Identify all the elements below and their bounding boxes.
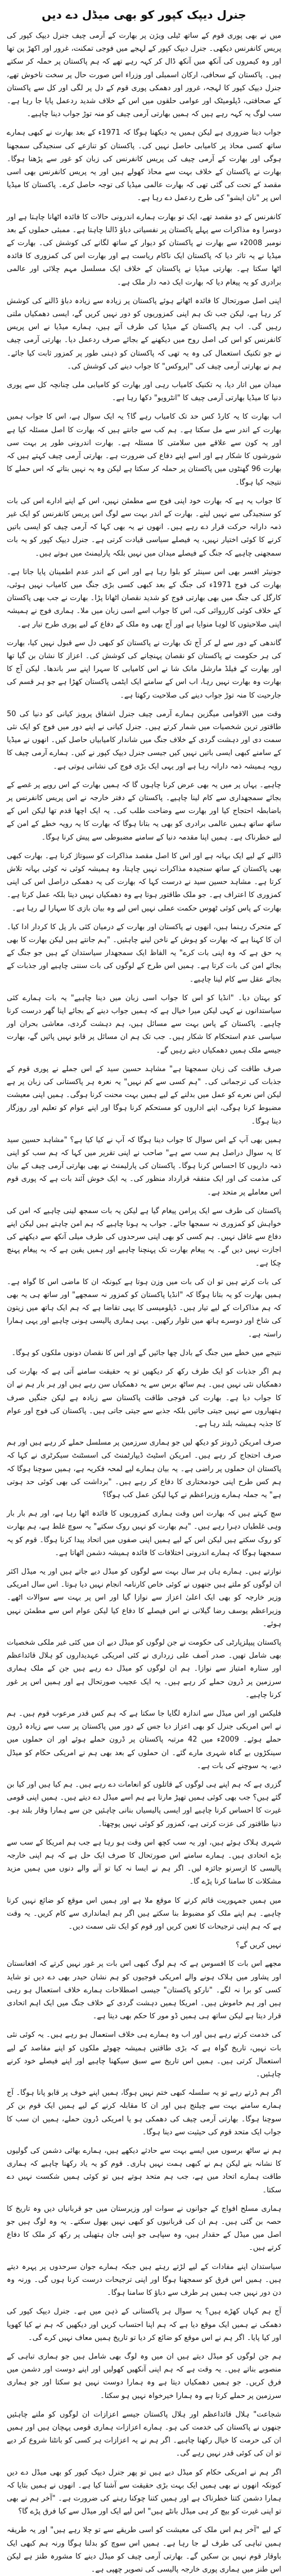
article-paragraph: جونیئر افسر بھی اس سینئر کو بلوا رہا ہے اور اس کے اندر عدم اطمینان پایا جاتا ہے۔ بھارت کی فوج 1971ء کی جنگ کے بعد کبھی کسی بڑی جنگ میں کامیاب نہیں ہوئی، کارگل کی جنگ میں بھی بھارتی فوج کو شدید نقصان اٹھانا پڑا۔ بھارت نے جب بھی پاکستان کے خلاف کوئی کارروائی کی، اس کا جواب اسے اسی زبان میں ملا۔ ہماری فوج نے ہمیشہ اپنی صلاحیتوں کا لوہا منوایا ہے اور آج بھی وہ ملک کے دفاع کے لیے پوری طرح تیار ہے۔ [7,567,281,629]
article-paragraph: کی بات کرتے ہیں تو ان کی بات میں وزن ہوتا ہے کیونکہ ان کا ماضی اس کا گواہ ہے۔ ہمیں بھارت کو یہ بتانا ہوگا کہ "انڈیا پاکستان کو کمزور نہ سمجھے" اور ساتھ ہی یہ بھی کہ ہم مذاکرات کے لیے تیار ہیں۔ ڈپلومیسی کا یہی تقاضا ہے کہ ہم ایک ہاتھ میں زیتون کی شاخ اور دوسرے ہاتھ میں تلوار رکھیں۔ یہی ہماری پالیسی ہونی چاہیے اور یہی ہمارا راستہ ہے۔ [7,1277,281,1339]
article-paragraph: کے متحرک رہنما ہیں، انھوں نے پاکستان اور بھارت کے درمیان کئی بار پل کا کردار ادا کیا۔ ان کا کہنا ہے کہ بھارت کو ہوش کے ناخن لینے چاہئیں۔ "ہم جانتے ہیں لیکن بھارت کا بھی یہ حق ہے کہ وہ اپنی بات کرے" یہ الفاظ ایک سمجھدار سیاستدان کے ہیں جو جنگ کے بجائے امن کی بات کرتا ہے۔ ہمیں اس طرح کے لوگوں کی بات سننی چاہیے اور جذبات کے بجائے عقل سے کام لینا چاہیے۔ [7,922,281,984]
article-paragraph: چاہیے۔ یہاں پر میں یہ بھی عرض کرنا چاہوں گا کہ ہمیں بھارت کے اس رویے پر غصے کے بجائے سمجھداری سے کام لینا چاہیے۔ پاکستان کے دفتر خارجہ نے اس پریس کانفرنس پر باضابطہ احتجاج کیا اور بھارت سے وضاحت طلب کی۔ یہ ایک اچھا قدم تھا لیکن اس کے ساتھ ساتھ ہمیں عالمی برادری کو بھی یہ بتانا ہوگا کہ بھارت کا یہ رویہ خطے کے امن کے لیے خطرناک ہے۔ ہمیں اپنا مقدمہ دنیا کے سامنے مضبوطی سے پیش کرنا ہوگا۔ [7,780,281,842]
article-paragraph: ہمیں بھی آپ کے اس سوال کا جواب دینا ہوگا کہ آپ نے کیا کیا ہے؟ "مشاہد حسین سید کا یہ سوال دراصل ہم سب سے ہے" صاحب نے اپنی تقریر میں کہا کہ ہم سب کو اپنی ذمہ داریوں کا احساس کرنا ہوگا۔ پاکستان کی پارلیمنٹ نے بھی بھارتی آرمی چیف کے بیان کی مذمت کی اور ایک متفقہ قرارداد منظور کی۔ یہ ایک خوش آئند بات ہے کہ پوری قوم اس معاملے پر متحد ہے۔ [7,1135,281,1197]
article-paragraph: میں نے بھی پوری قوم کے ساتھ ٹیلی ویژن پر بھارت کے آرمی چیف جنرل دیپک کپور کی پریس کانفرنس دیکھی۔ جنرل دیپک کپور کے لہجے میں فوجی تمکنت، غرور اور اکھڑ پن تھا اور وہ کیمروں کی آنکھ میں آنکھ ڈال کر کہہ رہے تھے کہ ہم پاکستان پر حملہ کر سکتے ہیں۔ پاکستان کے سحافی، ارکان اسمبلی اور وزراء اس صورت حال پر سخت ناخوش تھے، جنرل دیپک کپور کا لہجہ، غرور اور دھمکی پوری قوم کے دل پر لگی اور کل سے پاکستان کے صحافتی، ڈپلومیٹک اور عوامی حلقوں میں اس کے خلاف شدید ردعمل پایا جا رہا ہے۔ سب لوگ یہ کہہ رہے ہیں کہ ہمیں بھارتی آرمی چیف کو منہ توڑ جواب دینا چاہیے۔ [7,32,281,119]
article-paragraph: سیاستدان اپنے مفادات کے لیے لڑتے رہتے ہیں جبکہ ہمارے جوان سرحدوں پر پہرہ دیتے ہیں۔ ہمیں اس فرق کو سمجھنا ہوگا اور اپنی ترجیحات درست کرنا ہوں گی۔ ورنہ وہ دن دور نہیں جب ہمیں ہر طرف سے دباؤ کا سامنا ہوگا۔ [7,2262,281,2298]
article-paragraph: شجاعت" ہلال قائداعظم اور ہلال پاکستان جیسے اعزازات ان لوگوں کو ملنے چاہئیں جنھوں نے پاکستان کی خدمت کی ہو۔ ہمارے اعزازات ہماری قومی پہچان ہیں اور ہمیں ان کی حرمت کا خیال رکھنا چاہیے۔ اگر ہم نے یہ اعزازات ہر کسی کو بانٹنا شروع کر دیے تو ان کی کوئی قدر نہیں رہے گی۔ [7,2410,281,2458]
article-body [7,29,281,2576]
article-paragraph: پاکستان پیپلزپارٹی کی حکومت نے جن لوگوں کو میڈل دیے ان میں کئی غیر ملکی شخصیات بھی شامل تھیں۔ صدر آصف علی زرداری نے کئی امریکی عہدیداروں کو ہلال قائداعظم اور ستارہ امتیاز سے نوازا۔ ہم ان لوگوں کو میڈل دے رہے ہیں جن کے ملک ہماری سرزمین پر ڈرون حملے کر رہے ہیں۔ یہ ایک عجیب صورتحال ہے اور ہمیں اس پر غور کرنا چاہیے۔ [7,1638,281,1699]
article-title: جنرل دیپک کپور کو بھی میڈل دے دیں [42,8,246,21]
article-paragraph: کو بہتان دیا۔ "انڈیا کو اس کا جواب اسی زبان میں دینا چاہیے" یہ بات ہمارے کئی سیاستدانوں نے کہی لیکن میرا خیال ہے کہ ہمیں جواب دینے کے بجائے اپنا گھر درست کرنا چاہیے۔ پاکستان کے پاس بہت سے مسائل ہیں، ہم دہشت گردی، معاشی بحران اور سیاسی عدم استحکام کا شکار ہیں۔ جب تک ہم ان مسائل پر قابو نہیں پائیں گے، بھارت جیسے ملک ہمیں دھمکیاں دیتے رہیں گے۔ [7,993,281,1055]
article-paragraph: کی خدمت کرتے رہے ہیں اور اب وہ ہمارے ہی خلاف استعمال ہو رہے ہیں۔ یہ کوئی نئی بات نہیں، تاریخ گواہ ہے کہ بڑی طاقتیں ہمیشہ چھوٹے ملکوں کو اپنے مقاصد کے لیے استعمال کرتی ہیں۔ ہمیں اس تاریخ سے سبق سیکھنا چاہیے اور اپنے فیصلے خود کرنے چاہئیں۔ [7,2031,281,2079]
article-paragraph: اپنی اصل صورتحال کا فائدہ اٹھاتے ہوئے پاکستان پر زیادہ سے زیادہ دباؤ ڈالنے کی کوشش کر رہا ہے، لیکن جب تک ہم اپنی کمزوریوں کو دور نہیں کریں گے، ایسی دھمکیاں ملتی رہیں گی۔ اب ہم پاکستان کے میڈیا کی طرف آتے ہیں، ہمارے میڈیا نے اس پریس کانفرنس کو اس کی اصل روح میں دیکھنے کے بجائے صرف ردعمل دیا۔ بھارتی آرمی چیف نے جو تکنیک استعمال کی وہ یہ تھی کہ پاکستان کو ذہنی طور پر کمزور ثابت کیا جائے۔ ہم نے بھارتی آرمی چیف کی "اپروکس" کا جواب دینے کی کوشش کی۔ [7,296,281,371]
article-paragraph: اب بھارت کا یہ کارڈ کس حد تک کامیاب رہے گا؟ یہ ایک سوال ہے، اس کا جواب ہمیں بھارت کے اندر سے مل سکتا ہے۔ ہم کب سے جانتے ہیں کہ بھارت کا اصل مسئلہ کیا ہے اور یہ کون سے علاقے میں سلامتی کا مسئلہ ہے۔ بھارت اندرونی طور پر بہت سی شورشوں کا شکار ہے اور اسے اپنے دفاع کی ضرورت ہے۔ بھارتی آرمی چیف کہتے ہیں کہ بھارت 96 گھنٹوں میں پاکستان پر حملہ کر سکتا ہے لیکن وہ یہ نہیں بتاتے کہ اس حملے کا نتیجہ کیا ہوگا۔ [7,412,281,487]
article-paragraph: نوازتے ہیں۔ ہمارے ہاں ہر سال بہت سے لوگوں کو میڈل دیے جاتے ہیں اور یہ میڈل اکثر ان لوگوں کو ملتے ہیں جنھوں نے کوئی خاص کارنامہ انجام نہیں دیا ہوتا۔ اس سال امریکی وزیر خارجہ کو بھی ایک اعلیٰ اعزاز سے نوازا گیا اور اس پر بہت سے سوالات اٹھے۔ وزیراعظم یوسف رضا گیلانی نے اس فیصلے کا دفاع کیا لیکن عوام اس سے مطمئن نہیں ہوئے۔ [7,1567,281,1628]
article-paragraph: اگر ہم نے امریکی حکام کو میڈل دیے ہیں تو پھر جنرل دیپک کپور کو بھی میڈل دے دیں کیونکہ انھوں نے بھی ہمیں ایک بہت بڑی حقیقت سے آشنا کیا ہے۔ انھوں نے ہمیں بتایا کہ ہمارا دشمن کتنا خطرناک ہے اور ہمیں کتنا چوکنا رہنے کی ضرورت ہے۔ "آخر ہم نے بھی تو اپنی غیرت کو بیچ کر ہی میڈل بانٹے ہیں" اس لیے ایک اور میڈل سے کیا فرق پڑے گا؟ [7,2468,281,2516]
article-paragraph: شہری ہلاک ہوئے ہیں، اور یہ سب کچھ اس وقت ہو رہا ہے جب ہم امریکا کے سب سے بڑے اتحادی ہیں۔ ہمارے سامنے اس صورتحال کا صرف ایک حل ہے کہ ہم اپنی خارجہ پالیسی کا ازسرنو جائزہ لیں۔ اگر ہم نے ایسا نہ کیا تو آنے والے دنوں میں ہمیں مزید مشکلات کا سامنا کرنا پڑے گا۔ [7,1838,281,1886]
article-paragraph: گاندھی کے دور سے لے کر آج تک بھارت نے پاکستان کو کبھی دل سے قبول نہیں کیا، بھارت کی ہر حکومت نے پاکستان کو نقصان پہنچانے کی کوشش کی۔ اعزاز کا نشان بن گیا تھا اور بھارت کے فیلڈ مارشل مانک شا نے اس کامیابی کا سہرا اپنے سر باندھا۔ لیکن آج کا بھارت وہ بھارت نہیں رہا، اب اس کے سامنے ایک ایٹمی پاکستان کھڑا ہے جو ہر قسم کی جارحیت کا منہ توڑ جواب دینے کی صلاحیت رکھتا ہے۔ [7,638,281,700]
article-paragraph: کے لیے "آخر ہم اس ملک کی معیشت کو اسی طریقے سے تو چلا رہے ہیں" اور یہ طریقہ ہمیں تباہی کی طرف لے جا رہا ہے۔ ہمیں اس سوچ کو بدلنا ہوگا ورنہ ہم کبھی ایک باوقار قوم نہیں بن سکیں گے۔ بھارتی آرمی چیف کو میڈل دینے کا مشورہ طنز ہے لیکن اس طنز میں ہماری پوری خارجہ پالیسی کی تصویر چھپی ہے۔ [7,2526,281,2574]
article-paragraph: سچ کہتے ہیں کہ بھارت اس وقت ہماری کمزوریوں کا فائدہ اٹھا رہا ہے، اور ہم بار بار وہی غلطیاں دہرا رہے ہیں۔ "ہم بھارت کو نہیں روک سکتے" یہ سوچ غلط ہے، ہم بھارت کو روک سکتے ہیں لیکن اس کے لیے ہمیں اپنی صفوں میں اتحاد پیدا کرنا ہوگا۔ قوم کو یہ سمجھنا ہوگا کہ ہمارے اندرونی اختلافات کا فائدہ ہمیشہ دشمن اٹھاتا ہے۔ [7,1509,281,1557]
article-paragraph: ہماری مسلح افواج کے جوانوں نے سوات اور وزیرستان میں جو قربانیاں دیں وہ تاریخ کا حصہ بن گئی ہیں۔ ہم ان کی قربانیوں کو کبھی نہیں بھول سکتے۔ یہ وہ لوگ ہیں جو اصل میں میڈل کے حقدار ہیں، وہ سپاہی جو اپنی جان ہتھیلی پر رکھ کر ملک کا دفاع کرتے ہیں۔ [7,2204,281,2253]
article-paragraph: ہم جن لوگوں کو میڈل دیتے ہیں ان میں وہ لوگ بھی شامل ہیں جو ہماری تباہی کے منصوبے بناتے ہیں۔ یہ وقت ہے کہ ہم اپنی آنکھیں کھولیں اور اپنے دوست اور دشمن میں فرق کریں۔ جو ہمیں دھمکیاں دیتا ہے وہ ہمارا دوست نہیں ہو سکتا اور جو ہماری سرزمین پر حملے کرتا ہے وہ ہمارا خیرخواہ نہیں ہو سکتا۔ [7,2352,281,2400]
article-paragraph: نہیں کریں گے؟ [236,1941,281,1950]
article-paragraph: مجھے اس بات کا افسوس ہے کہ ہم لوگ کبھی اس بات پر غور نہیں کرتے کہ افغانستان اور پشاور میں ہلاک ہونے والے امریکی فوجیوں کو ہم نشان حیدر بھی دے دیں تو شاید کسی کو برا نہ لگے۔ "نارکو پاکستان" جیسی اصطلاحات ہمارے خلاف استعمال ہو رہی ہیں اور ہم خاموش ہیں۔ امریکا ہمیں دہشت گردی کے خلاف جنگ میں ایک اہم اتحادی قرار دیتا ہے لیکن ساتھ ہی ہمیں ڈو مور کا حکم بھی دیتا ہے۔ [7,1960,281,2021]
article-paragraph: ڈالنے کے لیے ایک بہانہ ہے اور اس کا اصل مقصد مذاکرات کو سبوتاژ کرنا ہے۔ بھارت کبھی بھی پاکستان کے ساتھ سنجیدہ مذاکرات نہیں چاہتا، وہ ہمیشہ کوئی نہ کوئی بہانہ تلاش کرتا ہے۔ مشاہد حسین سید نے درست کہا کہ بھارت کی یہ دھمکی دراصل اس کی اپنی کمزوری کا اعتراف ہے۔ جو ملک طاقتور ہوتا ہے وہ دھمکیاں نہیں دیتا بلکہ عمل کرتا ہے۔ بھارت کے پاس کوئی ٹھوس حکمت عملی نہیں اس لیے وہ بیان بازی کا سہارا لے رہا ہے۔ [7,851,281,913]
article-paragraph: آج ہم کہاں کھڑے ہیں؟ یہ سوال ہر پاکستانی کے ذہن میں ہے۔ جنرل دیپک کپور کی دھمکی نے ہمیں ایک موقع دیا ہے کہ ہم اپنا احتساب کریں اور دیکھیں کہ ہم نے کیا کھویا اور کیا پایا۔ اگر ہم نے اس موقع کو ضائع کر دیا تو تاریخ ہمیں معاف نہیں کرے گی۔ [7,2307,281,2342]
article-paragraph: نتیجے میں خطے میں جنگ کے بادل چھا جائیں گے اور اس کا نقصان دونوں ملکوں کو ہوگا۔ [11,1348,281,1357]
article-paragraph: ہم نے ساٹھ برسوں میں ایسے بہت سے حادثے دیکھے ہیں، ہمارے بھائی دشمن کی گولیوں کا نشانہ بنے لیکن ہم نے کبھی ہمت نہیں ہاری۔ قوم کو یہ یاد رکھنا چاہیے کہ ہماری طاقت ہمارے اتحاد میں ہے، جب ہم متحد ہوتے ہیں تو کوئی ہمیں شکست نہیں دے سکتا۔ [7,2147,281,2195]
article-paragraph: صرف طاقت کی زبان سمجھتا ہے" مشاہد حسین سید کے اس جملے نے پوری قوم کے جذبات کی ترجمانی کی۔ "ہم کسی سے کم نہیں" یہ نعرہ ہر پاکستانی کی زبان پر ہے لیکن اس نعرے کو عمل میں بدلنے کے لیے ہمیں بہت محنت کرنا ہوگی۔ ہمیں اپنی معیشت مضبوط کرنا ہوگی، اپنے اداروں کو مستحکم کرنا ہوگا اور اپنے عوام کو تعلیم اور روزگار دینا ہوگا۔ [7,1064,281,1126]
article-paragraph: صرف امریکن ڈرونز کو دیکھ لیں جو ہماری سرزمین پر مسلسل حملے کر رہے ہیں اور ہم صرف احتجاج کر رہے ہیں۔ امریکن اسٹیٹ ڈیپارٹمنٹ کی اسسٹنٹ سیکرٹری نے کہا کہ پاکستان ان حملوں پر راضی ہے۔ یہ بیان ہمارے لیے لمحہ فکریہ ہے، ہمیں سوچنا ہوگا کہ ہم کس طرح اپنی خودمختاری کا دفاع کر رہے ہیں۔ "برداشت کی بھی کوئی حد ہوتی ہے" یہ جملہ ہمارے وزیراعظم نے کہا لیکن عمل کب ہوگا؟ [7,1438,281,1499]
article-paragraph: کا جواب یہ ہے کہ بھارت خود اپنی فوج سے مطمئن نہیں، اس کے اپنے ادارے اس کی بات کو سنجیدگی سے نہیں لیتے۔ بھارت کے اندر بہت سے لوگ اس پریس کانفرنس کو ایک غیر ذمہ دارانہ حرکت قرار دے رہے ہیں۔ انھوں نے یہ بھی کہا کہ آرمی چیف کو ایسی باتیں کرنے کا کوئی اختیار نہیں، یہ فیصلے سیاسی قیادت کرتی ہے۔ جنرل دیپک کپور کو یہ بات سمجھنی چاہیے کہ جنگ کے فیصلے میدان میں نہیں بلکہ پارلیمنٹ میں ہوتے ہیں۔ [7,496,281,558]
article-paragraph: میں ہمیں جمہوریت قائم کرنے کا موقع ملا ہے اور ہمیں اس موقع کو ضائع نہیں کرنا چاہیے۔ ہم اپنے ملک کو مضبوط بنا سکتے ہیں اگر ہم ایمانداری سے کام کریں۔ یہ وقت ہے کہ ہم اپنی ترجیحات کا تعین کریں اور قوم کو ایک نئی سمت دیں۔ [7,1896,281,1931]
article-paragraph: کانفرنس کے دو مقصد تھے، ایک تو بھارت ہمارے اندرونی حالات کا فائدہ اٹھانا چاہتا ہے اور دوسرا وہ مذاکرات سے پہلے پاکستان پر نفسیاتی دباؤ ڈالنا چاہتا ہے۔ ممبئی حملوں کے بعد نومبر 2008ء سے بھارت نے پاکستان کو دیوار کے ساتھ لگانے کی کوشش کی۔ بھارت کے میڈیا نے یہ تاثر دیا کہ پاکستان ایک ناکام ریاست ہے اور بھارت اس کی کمزوری کا فائدہ اٹھا سکتا ہے۔ بھارتی میڈیا نے پاکستان کے خلاف ایک مسلسل مہم چلائی اور عالمی برادری کو یہ پیغام دیا کہ بھارت ایک ذمہ دار ملک ہے۔ [7,212,281,287]
article-paragraph: گزری ہے کہ ہم اپنے ہی لوگوں کے قاتلوں کو انعامات دے رہے ہیں۔ ہم کیا ہیں اور کیا بن گئے ہیں؟ جب بھی کوئی ہمیں تھپڑ مارتا ہے ہم اسے میڈل دے دیتے ہیں۔ ہمیں اپنی قومی غیرت کا احساس کرنا چاہیے اور ایسی پالیسیاں بنانی چاہئیں جن سے ہمارا وقار بلند ہو۔ دنیا طاقتور کی عزت کرتی ہے، کمزور کو کوئی نہیں پوچھتا۔ [7,1780,281,1828]
article-paragraph: میدان میں اتار دیا، یہ تکنیک کامیاب رہی اور بھارت کو کامیابی ملی چنانچہ کل سے پوری دنیا کا میڈیا بھارتی آرمی چیف کا "انٹرویو" دکھا رہا ہے۔ [7,381,281,403]
article-paragraph: فلیکس اور اس میڈل سے اندازہ لگایا جا سکتا ہے کہ ہم کس قدر مرعوب قوم ہیں۔ ہم نے اس امریکی جنرل کو بھی اعزاز دیا جس کے دور میں پاکستان پر سب سے زیادہ ڈرون حملے ہوئے۔ 2009ء میں 42 مرتبہ پاکستان پر ڈرون حملے ہوئے اور ان حملوں میں سینکڑوں بے گناہ شہری مارے گئے۔ ان حملوں کے بعد بھی ہم نے امریکی حکام کو میڈل دیے، یہ سوچنے کی بات ہے۔ [7,1709,281,1770]
article-paragraph: پاکستان کی طرف سے ایک پرامن پیغام گیا ہے لیکن یہ بات سمجھ لینی چاہیے کہ امن کی خواہش کو کمزوری نہ سمجھا جائے۔ جواب یہ ہونا چاہیے کہ ہم امن چاہتے ہیں لیکن اپنے دفاع سے غافل نہیں۔ ہم کسی کو بھی اپنی سرحدوں کی طرف میلی آنکھ سے دیکھنے کی اجازت نہیں دیں گے۔ یہ پیغام بھارت تک پہنچنا چاہیے اور ہمیں یقین ہے کہ یہ پیغام پہنچ چکا ہے۔ [7,1206,281,1268]
article-paragraph: ہم اگر جذبات کو ایک طرف رکھ کر دیکھیں تو یہ حقیقت سامنے آتی ہے کہ بھارت کی دھمکیاں نئی نہیں ہیں۔ ہم ساٹھ برس سے یہ دھمکیاں سن رہے ہیں اور ہر بار ہم نے ان کا جواب دیا ہے۔ بھارت کی فوجی طاقت پاکستان سے زیادہ ہے لیکن جنگیں صرف ہتھیاروں سے نہیں جیتی جاتیں بلکہ جذبے سے جیتی جاتی ہیں۔ پاکستان کی فوج اور عوام کا جذبہ ہمیشہ بلند رہا ہے۔ [7,1367,281,1428]
article-paragraph: جواب دینا ضروری ہے لیکن ہمیں یہ دیکھنا ہوگا کہ 1971ء کے بعد بھارت نے کبھی ہمارے ساتھ کسی محاذ پر کامیابی حاصل نہیں کی۔ پاکستان کو تنازعے کی سنجیدگی سمجھنا ہوگی اور بھارت کے آرمی چیف کی پریس کانفرنس کی زبان کو غور سے پڑھنا ہوگا۔ بھارت نے پاکستان کے خلاف بہت سے محاذ کھولے ہیں اور یہ پریس کانفرنس بھی اسی مقصد کے تحت کی گئی تھی کہ بھارت عالمی میڈیا کی توجہ حاصل کرے۔ پاکستان کا میڈیا اس پر "نان ایشو" کی طرح ردعمل دے رہا ہے۔ [7,128,281,203]
article-paragraph: اگر ہم ڈرتے رہے تو یہ سلسلہ کبھی ختم نہیں ہوگا، ہمیں اپنے خوف پر قابو پانا ہوگا۔ آج ہمارے سامنے بہت سے چیلنج ہیں اور ان کا مقابلہ کرنے کے لیے ہمیں ایک قوم بن کر سوچنا ہوگا۔ بھارتی آرمی چیف کی دھمکی ہو یا امریکی ڈرون حملے، ہمیں ان سب کا جواب ایک متحد قوم کی حیثیت سے دینا ہوگا۔ [7,2089,281,2137]
article-paragraph: وقت میں الاقوامی میگزین ہمارے آرمی چیف جنرل اشفاق پرویز کیانی کو دنیا کی 50 طاقتور ترین شخصیات میں شمار کرتے ہیں۔ جنرل کیانی نے اپنے دور میں فوج کو ایک نئی سمت دی اور دہشت گردی کے خلاف جنگ میں شاندار کامیابیاں حاصل کیں۔ انھوں نے میڈیا کے سامنے کبھی ایسی باتیں نہیں کیں جیسی جنرل دیپک کپور نے کیں۔ ہمارے آرمی چیف کا رویہ ہمیشہ ذمہ دارانہ رہا ہے اور یہی ایک بڑی فوج کی نشانی ہوتی ہے۔ [7,709,281,771]
